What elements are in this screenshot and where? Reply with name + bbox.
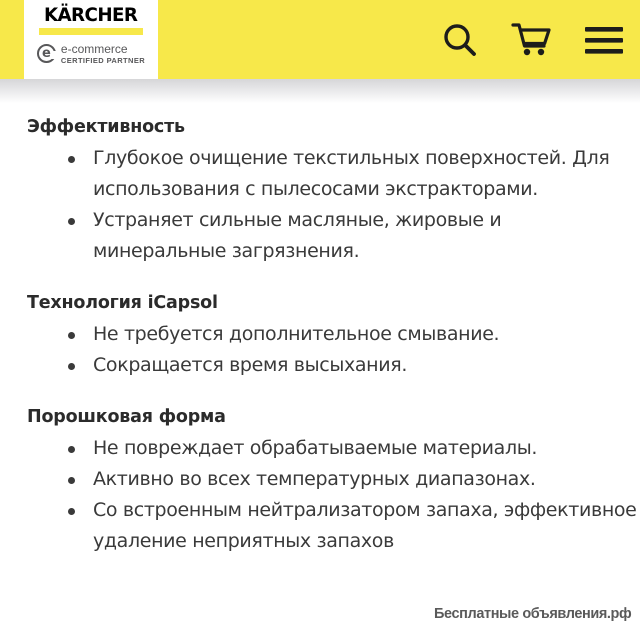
section-powder-form bbox=[0, 407, 640, 557]
search-icon bbox=[440, 20, 480, 60]
section-icapsol-technology bbox=[0, 293, 640, 381]
list-item: Не повреждает обрабатываемые материалы. bbox=[93, 433, 640, 464]
feature-list bbox=[0, 143, 640, 267]
menu-button[interactable] bbox=[568, 0, 640, 79]
site-header bbox=[0, 0, 640, 79]
list-item: Не требуется дополнительное смывание. bbox=[93, 319, 640, 350]
list-item: Устраняет сильные масляные, жировые и минеральные загрязнения. bbox=[93, 205, 640, 267]
ecommerce-certified-partner-badge bbox=[37, 43, 145, 65]
section-title: Порошковая форма bbox=[27, 407, 226, 427]
header-shadow-divider bbox=[0, 79, 640, 103]
cart-button[interactable] bbox=[496, 0, 568, 79]
karcher-logo[interactable] bbox=[24, 0, 158, 79]
list-item: Активно во всех температурных диапазонах. bbox=[93, 464, 640, 495]
watermark: Бесплатные объявления.рф bbox=[434, 606, 632, 622]
karcher-wordmark: KÄRCHER bbox=[44, 4, 138, 26]
section-title: Эффективность bbox=[27, 117, 185, 137]
badge-line-ecommerce: e-commerce bbox=[60, 42, 128, 56]
circled-e-icon: e bbox=[37, 44, 56, 63]
section-title: Технология iCapsol bbox=[27, 293, 218, 313]
list-item: Со встроенным нейтрализатором запаха, эффективное удаление неприятных запахов bbox=[93, 495, 640, 557]
search-button[interactable] bbox=[424, 0, 496, 79]
feature-list bbox=[0, 433, 640, 557]
section-effectiveness bbox=[0, 117, 640, 267]
cart-icon bbox=[510, 20, 554, 60]
product-description bbox=[0, 103, 640, 557]
karcher-yellow-bar bbox=[39, 28, 143, 35]
list-item: Глубокое очищение текстильных поверхностей. Для использования с пылесосами экстракторами. bbox=[93, 143, 640, 205]
list-item: Сокращается время высыхания. bbox=[93, 350, 640, 381]
feature-list bbox=[0, 319, 640, 381]
header-actions bbox=[424, 0, 640, 79]
hamburger-menu-icon bbox=[583, 24, 625, 56]
badge-line-certified-partner: CERTIFIED PARTNER bbox=[60, 56, 146, 65]
badge-text bbox=[61, 43, 145, 65]
